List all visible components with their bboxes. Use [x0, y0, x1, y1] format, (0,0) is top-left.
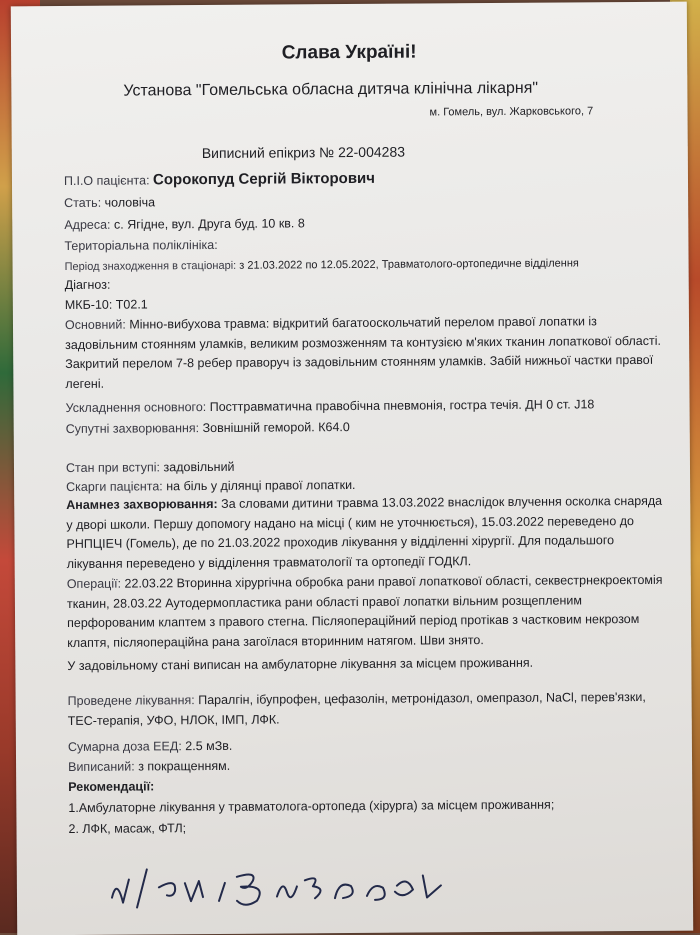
admission-state-label: Стан при вступі: — [65, 460, 161, 475]
operations-label: Операції: — [66, 576, 122, 591]
epicrisis-heading — [202, 144, 405, 161]
admission-state: задовільний — [163, 459, 235, 475]
clinic-label: Територіальна поліклініка: — [64, 237, 218, 254]
treatment — [68, 688, 668, 731]
stay-period-label: Період знаходження в стаціонарі: — [64, 259, 237, 274]
concomitant-row — [66, 418, 350, 438]
main-diagnosis — [65, 312, 666, 394]
operations — [67, 571, 668, 653]
dose-label: Сумарна доза ЕЕД: — [67, 739, 182, 754]
outcome-text: з покращенням. — [138, 758, 231, 774]
patient-address-label: Адреса: — [64, 217, 111, 233]
complaints-text: на біль у ділянці правої лопатки. — [166, 477, 356, 494]
stay-period-row — [65, 254, 579, 276]
recommendation-item: 1.Амбулаторне лікування у травматолога-ортопеда (хірурга) за місцем проживання; — [68, 797, 555, 815]
document-title: Слава Україні! — [281, 41, 417, 64]
patient-sex-row — [64, 193, 155, 212]
epicrisis-label: Виписний епікриз № — [201, 144, 335, 162]
complication-row — [66, 395, 595, 417]
clinic-row — [64, 236, 217, 255]
dose-row — [68, 737, 233, 756]
anamnesis-label: Анамнез захворювання: — [66, 496, 218, 512]
icd-code: МКБ-10: Т02.1 — [64, 297, 148, 313]
anamnesis-text: За словами дитини травма 13.03.2022 внаслідок влучення осколка снаряда у дворі школи. Першу допомогу надано на місці ( ким не уточнюється), 15.03.2022 переведено до РНПЦІЕЧ (Гомель), де по 21.03.2022 проходив лікування у відділенні хірургії. Для подальшого лікування переведено у відділення травматології та ортопедії ГОДКЛ. — [66, 493, 663, 571]
patient-name-row — [64, 170, 375, 190]
document-sheet — [11, 2, 693, 935]
main-diagnosis-label: Основний: — [64, 317, 126, 333]
complication-label: Ускладнення основного: — [65, 400, 207, 415]
handwritten-signature — [107, 855, 467, 918]
treatment-label: Проведене лікування: — [67, 693, 195, 708]
anamnesis — [66, 492, 667, 574]
patient-name: Сорокопуд Сергій Вікторович — [152, 169, 376, 189]
recommendation-item: 2. ЛФК, масаж, ФТЛ; — [68, 821, 187, 836]
recommendations-label: Рекомендації: — [68, 779, 155, 794]
patient-sex-label: Стать: — [64, 195, 102, 211]
complaints-label: Скарги пацієнта: — [66, 479, 163, 494]
patient-address-row — [64, 214, 305, 234]
institution-name: Установа "Гомельська обласна дитяча клінічна лікарня" — [123, 79, 539, 100]
dose-value: 2.5 мЗв. — [185, 738, 233, 754]
institution-address: м. Гомель, вул. Жарковського, 7 — [429, 105, 594, 119]
diagnosis-label: Діагноз: — [64, 277, 111, 293]
patient-name-label: П.І.О пацієнта: — [63, 173, 150, 189]
stay-period: з 21.03.2022 по 12.05.2022, Травматолого-ортопедичне відділення — [239, 257, 579, 272]
discharge-text: У задовільному стані виписан на амбулаторне лікування за місцем проживання. — [67, 655, 534, 673]
epicrisis-number: 22-004283 — [337, 143, 406, 161]
main-diagnosis-text: Мінно-вибухова травма: відкритий багатооскольчатий перелом правої лопатки із задовільним стоянням уламків, великим розмозженням та контузією м'яких тканин лопаткової області. Закритий перелом 7-8 ребер праворуч із задовільним стоянням уламків. Забій нижньої частки правої легені. — [65, 314, 662, 391]
complication-text: Посттравматична правобічна пневмонія, гостра течія. ДН 0 ст. J18 — [209, 397, 595, 414]
complaints-row — [66, 476, 356, 496]
patient-sex: чоловіча — [104, 195, 156, 210]
outcome-label: Виписаний: — [68, 759, 135, 774]
outcome-row — [68, 757, 230, 776]
patient-address: с. Ягідне, вул. Друга буд. 10 кв. 8 — [113, 216, 305, 232]
concomitant-text: Зовнішній геморой. К64.0 — [202, 420, 350, 436]
concomitant-label: Супутні захворювання: — [65, 421, 200, 436]
admission-state-row — [66, 458, 235, 477]
operations-text: 22.03.22 Вторинна хірургічна обробка рани правої лопаткової області, секвестрнекроектомія тканин, 28.03.22 Аутодермопластика рани області правої лопатки вільним розщепленим перфорованим клаптем з правого стегна. Післяопераційний період протікав з частковим некрозом клаптя, післяопераційна рана загоїлася вторинним натягом. Шви знято. — [66, 572, 663, 650]
treatment-text: Паралгін, ібупрофен, цефазолін, метронідазол, омепразол, NaCl, перев'язки, ТЕС-терапія, УФО, НЛОК, ІМП, ЛФК. — [67, 689, 646, 728]
